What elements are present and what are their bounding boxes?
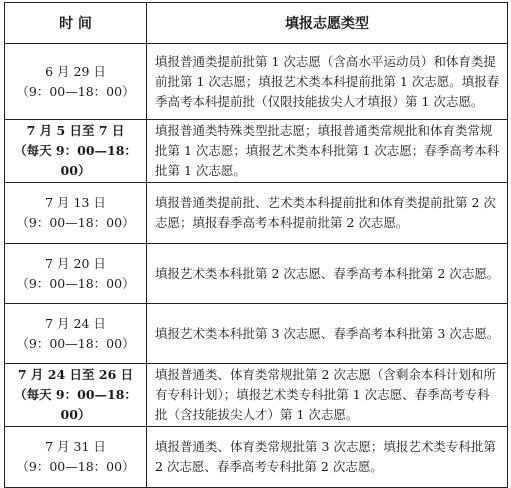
header-type: 填报志愿类型 — [147, 3, 508, 44]
header-time: 时 间 — [5, 3, 147, 44]
description-cell: 填报普通类、体育类常规批第 3 次志愿；填报艺术类专科批第 2 次志愿、春季高考专科批第 2 次志愿。 — [147, 427, 508, 488]
time-cell — [5, 44, 147, 120]
description-cell: 填报普通类特殊类型批志愿；填报普通类常规批和体育类常规批第 1 次志愿；填报艺术类本科批第 1 次志愿；春季高考本科批第 1 次志愿。 — [147, 120, 508, 183]
description-cell: 填报艺术类本科批第 2 次志愿、春季高考本科批第 2 次志愿。 — [147, 244, 508, 304]
time-cell — [5, 427, 147, 488]
description-cell: 填报普通类提前批、艺术类本科提前批和体育类提前批第 2 次志愿；填报春季高考本科提前批第 2 次志愿。 — [147, 183, 508, 244]
hours-text: （每天 9：00—18：00） — [14, 143, 137, 178]
date-text: 7 月 5 日至 7 日 — [26, 123, 125, 138]
hours-text: （9：00—18：00） — [16, 335, 135, 351]
date-text: 7 月 24 日至 26 日 — [17, 367, 134, 382]
date-text: 7 月 13 日 — [45, 195, 106, 210]
time-cell — [5, 120, 147, 183]
time-cell — [5, 183, 147, 244]
table-row — [5, 304, 508, 364]
hours-text: （9：00—18：00） — [16, 215, 135, 230]
table-row — [5, 120, 508, 183]
date-text: 7 月 31 日 — [45, 439, 106, 454]
table-row — [5, 364, 508, 427]
hours-text: （9：00—18：00） — [16, 275, 135, 291]
hours-text: （9：00—18：00） — [16, 459, 135, 474]
hours-text: （每天 9：00—18：00） — [14, 387, 137, 422]
table-row — [5, 183, 508, 244]
table-row — [5, 244, 508, 304]
time-cell — [5, 244, 147, 304]
table-row — [5, 427, 508, 488]
date-text: 7 月 20 日 — [45, 255, 106, 271]
description-cell: 填报普通类提前批第 1 次志愿（含高水平运动员）和体育类提前批第 1 次志愿；填报艺术类本科提前批第 1 次志愿。填报春季高考本科提前批（仅限技能拔尖人才填报）第 1 次志愿。 — [147, 44, 508, 120]
description-cell: 填报普通类、体育类常规批第 2 次志愿（含剩余本科计划和所有专科计划）；填报艺术类专科批第 1 次志愿、春季高考专科批（含技能拔尖人才）第 1 次志愿。 — [147, 364, 508, 427]
time-cell — [5, 304, 147, 364]
table-header-row — [5, 3, 508, 44]
table-row — [5, 44, 508, 120]
hours-text: （9：00—18：00） — [16, 83, 135, 99]
date-text: 7 月 24 日 — [45, 315, 106, 331]
schedule-table — [4, 2, 508, 488]
time-cell — [5, 364, 147, 427]
description-cell: 填报艺术类本科批第 3 次志愿、春季高考本科批第 3 次志愿。 — [147, 304, 508, 364]
date-text: 6 月 29 日 — [45, 63, 106, 79]
